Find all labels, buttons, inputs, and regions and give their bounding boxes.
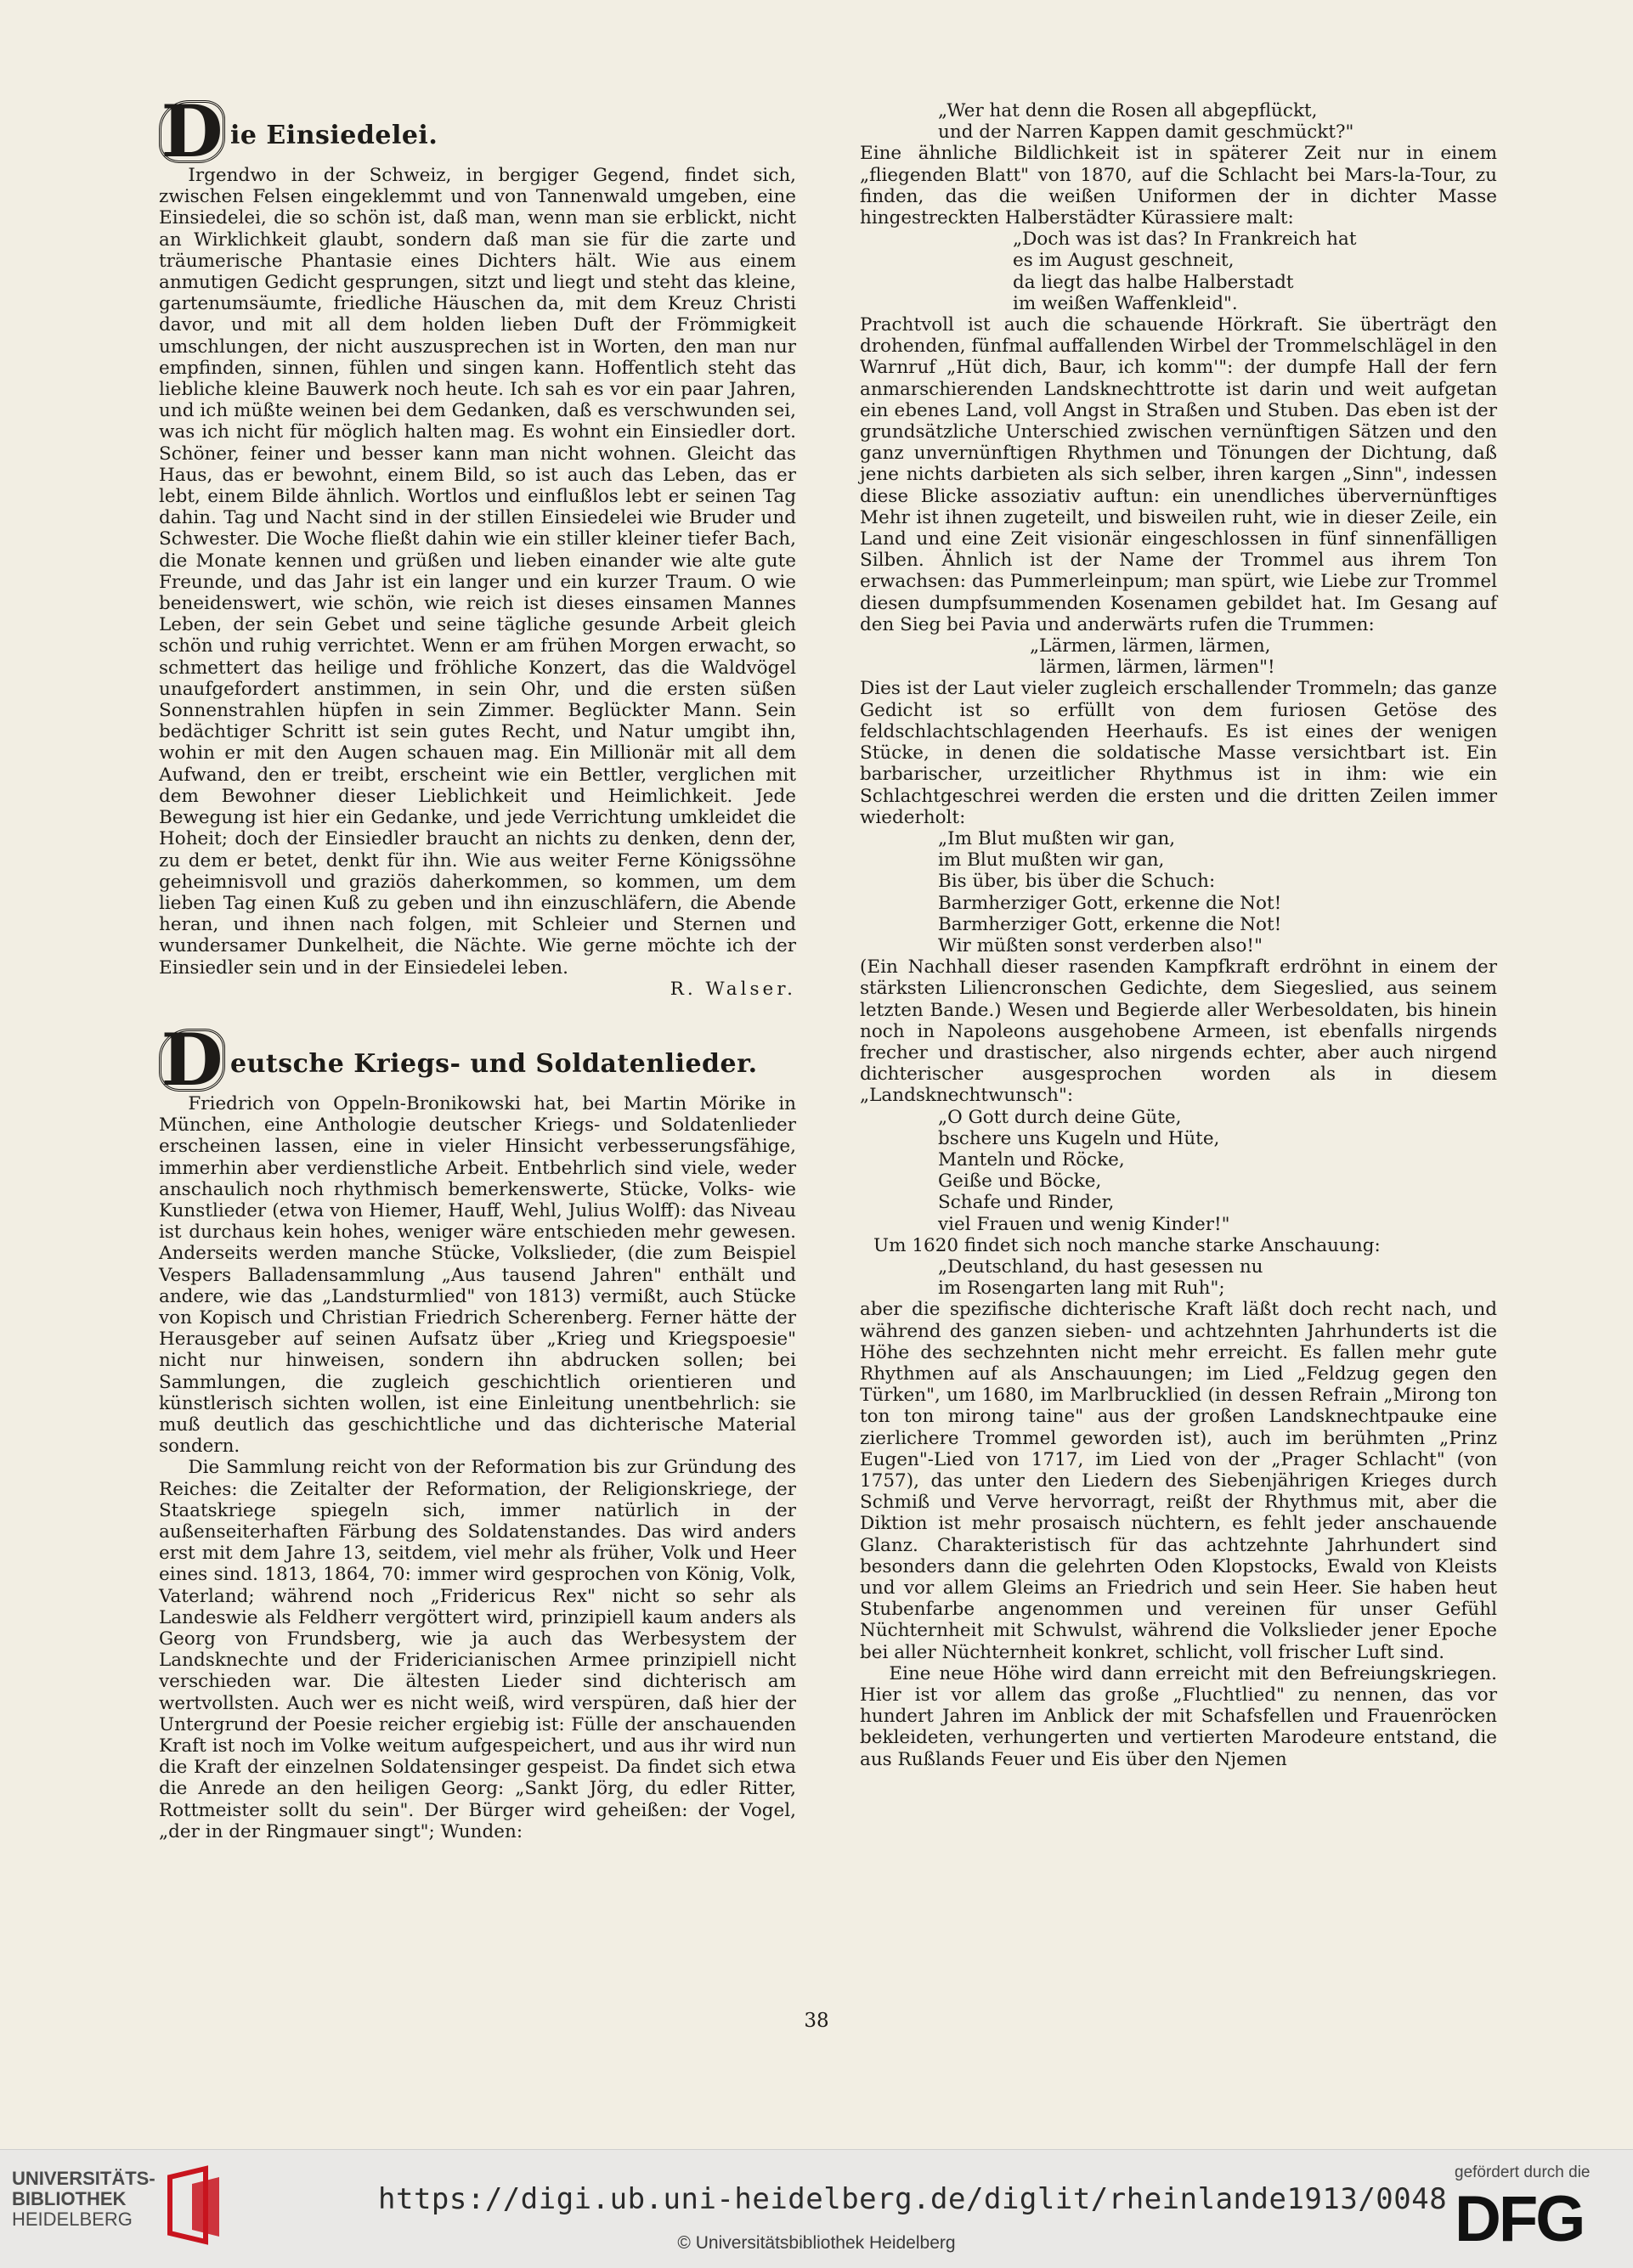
article-paragraph: Friedrich von Oppeln-Bronikowski hat, bei Martin Mörike in München, eine Anthologie deutscher Kriegs- und Soldatenlieder erscheinen lassen, eine in vieler Hinsicht verbesserungsfähige, immerhin aber verdienstliche Arbeit. Entbehrlich sind viele, weder anschaulich noch rhythmisch bemerkenswerte, Stücke, Volks- wie Kunstlieder (etwa von Hiemer, Hauff, Wehl, Julius Wolff): das Niveau ist durchaus kein hohes, weniger wäre entschieden mehr gewesen. Anderseits werden manche Stücke, Volkslieder, (die zum Beispiel Vespers Balladensammlung „Aus tausend Jahren" enthält und andere, wie das „Landsturmlied" von 1813) vermißt, auch Stücke von Kopisch und Christian Friedrich Scherenberg. Ferner hätte der Herausgeber auf seinen Aufsatz über „Krieg und Kriegspoesie" nicht nur hinweisen, sondern ihn abdrucken sollen; bei Sammlungen, die zugleich geschichtlich orientieren und künstlerisch sichten wollen, ist eine Einleitung unentbehrlich: sie muß deutlich das geschichtliche und das dichterische Material sondern.: [159, 1092, 796, 1458]
verse-line: bschere uns Kugeln und Hüte,: [938, 1127, 1220, 1149]
permalink-url[interactable]: https://digi.ub.uni-heidelberg.de/diglit/rheinlande1913/0048: [378, 2182, 1448, 2216]
library-name-line: UNIVERSITÄTS-: [12, 2168, 155, 2189]
verse-line: da liegt das halbe Halberstadt: [1013, 271, 1294, 293]
article-paragraph: aber die spezifische dichterische Kraft läßt doch recht nach, und während des ganzen sieben- und achtzehnten Jahrhunderts ist die Höhe des sechzehnten nicht mehr erreicht. Es fallen mehr gute Rhythmen auf als Anschauungen; im Lied „Feldzug gegen den Türken", um 1680, im Marlbrucklied (in dessen Refrain „Mirong ton ton ton mirong taine" aus der großen Landsknechtpauke eine zierlichere Trommel geworden ist), auch im berühmten „Prinz Eugen"-Lied von 1717, im Lied von der „Prager Schlacht" (von 1757), das unter den Liedern des Siebenjährigen Krieges durch Schmiß und Verve hervorragt, reißt der Rhythmus mit, aber die Diktion ist mehr prosaisch nüchtern, es fehlt jeder anschauende Glanz. Charakteristisch für das achtzehnte Jahrhundert sind besonders dann die gelehrten Oden Klopstocks, Ewald von Kleists und vor allem Gleims an Friedrich und sein Heer. Sie haben heut Stubenfarbe angenommen und vereinen für unser Gefühl Nüchternheit mit Schwulst, während die Volkslieder jener Epoche bei aller Nüchternheit konkret, schlicht, voll frischer Luft sind.: [860, 1299, 1497, 1663]
verse-line: Barmherziger Gott, erkenne die Not!: [938, 913, 1282, 935]
verse-line: Wir müßten sonst verderben also!": [938, 934, 1263, 956]
article-paragraph: Eine neue Höhe wird dann erreicht mit den Befreiungskriegen. Hier ist vor allem das große „Fluchtlied" zu nennen, das vor hundert Jahren im Anblick der mit Schafsfellen und Frauenröcken bekleideten, verhungerten und vertierten Marodeure entstand, die aus Rußlands Feuer und Eis über den Njemen: [860, 1662, 1497, 1770]
verse-quote: [860, 1107, 1497, 1235]
library-name-line: BIBLIOTHEK: [12, 2188, 127, 2209]
library-name-line: HEIDELBERG: [12, 2209, 133, 2230]
verse-line: „O Gott durch deine Güte,: [938, 1106, 1182, 1128]
left-column: [159, 89, 796, 1842]
right-column: [860, 100, 1497, 1770]
verse-line: „Lärmen, lärmen, lärmen,: [1030, 635, 1271, 657]
article-paragraph: Um 1620 findet sich noch manche starke Anschauung:: [873, 1234, 1381, 1256]
article-paragraph: Die Sammlung reicht von der Reformation bis zur Gründung des Reiches: die Zeitalter der Reformation, der Religionskriege, der Staatskriege spiegeln sich, immer natürlich in der außenseiterhaften Färbung des Soldatenstandes. Das wird anders erst mit dem Jahre 13, seitdem, viel mehr als früher, Volk und Heer eines sind. 1813, 1864, 70: immer wird gesprochen von König, Volk, Vaterland; während noch „Fridericus Rex" nicht so sehr als Landeswie als Feldherr vergöttert wird, prinzipiell kaum anders als Georg von Frundsberg, wie ja auch das Werbesystem der Landsknechte und der Fridericianischen Armee prinzipiell nicht verschieden war. Die ältesten Lieder sind dichterisch am wertvollsten. Auch wer es nicht weiß, wird verspüren, daß hier der Untergrund der Poesie reicher ergiebig ist: Fülle der anschauenden Kraft ist noch im Volke weitum aufgespeichert, und aus ihr wird nun die Kraft der einzelnen Soldatensinger gespeist. Da findet sich etwa die Anrede an den heiligen Georg: „Sankt Jörg, du edler Ritter, Rottmeister sollt du sein". Der Bürger wird geheißen: der Vogel, „der in der Ringmauer singt"; Wunden:: [159, 1457, 796, 1842]
verse-line: „Doch was ist das? In Frankreich hat: [1013, 228, 1357, 251]
verse-line: im Rosengarten lang mit Ruh";: [938, 1278, 1225, 1300]
copyright-notice: © Universitätsbibliothek Heidelberg: [677, 2233, 956, 2253]
article-heading-einsiedelei: [159, 89, 796, 173]
article-heading-soldatenlieder: [159, 1017, 796, 1102]
verse-quote: [860, 828, 1497, 956]
verse-line: und der Narren Kappen damit geschmückt?": [938, 121, 1354, 144]
verse-quote: [860, 228, 1497, 314]
verse-quote: [860, 100, 1497, 143]
verse-line: Schafe und Rinder,: [938, 1192, 1115, 1214]
verse-line: viel Frauen und wenig Kinder!": [938, 1213, 1230, 1235]
article-paragraph: (Ein Nachhall dieser rasenden Kampfkraft erdröhnt in einem der stärksten Liliencronschen Gedichte, dem Siegeslied, aus seinem letzten Bande.) Wesen und Begierde aller Werbesoldaten, bis hinein noch in Napoleons ausgehobene Armeen, ist ebenfalls nirgends frecher und drastischer, also nirgends echter, aber auch nirgend dichterischer ausgesprochen worden als in diesem „Landsknechtwunsch":: [860, 956, 1497, 1107]
verse-line: Manteln und Röcke,: [938, 1148, 1125, 1171]
article-title: eutsche Kriegs- und Soldatenlieder.: [230, 1048, 758, 1079]
article-paragraph: Irgendwo in der Schweiz, in bergiger Gegend, findet sich, zwischen Felsen eingeklemmt und von Tannenwald umgeben, eine Einsiedelei, die so schön ist, daß man, wenn man sie erblickt, nicht an Wirklichkeit glaubt, sondern daß man sie für die zarte und träumerische Phantasie eines Dichters hält. Wie aus einem anmutigen Gedicht gesprungen, sitzt und liegt und steht das kleine, gartenumsäumte, friedliche Häuschen da, mit dem Kreuz Christi davor, und mit all dem holden lieben Duft der Frömmigkeit umschlungen, der nicht auszusprechen ist in Worten, den man nur empfinden, sinnen, fühlen und singen kann. Hoffentlich steht das liebliche kleine Bauwerk noch heute. Ich sah es vor ein paar Jahren, und ich müßte weinen bei dem Gedanken, daß es verschwunden sei, was ich nicht für möglich halten mag. Es wohnt ein Einsiedler dort. Schöner, feiner und besser kann man nicht wohnen. Gleicht das Haus, das er bewohnt, einem Bild, so ist auch das Leben, das er lebt, einem Bilde ähnlich. Wortlos und einflußlos lebt er seinen Tag dahin. Tag und Nacht sind in der stillen Einsiedelei wie Bruder und Schwester. Die Woche fließt dahin wie ein stiller kleiner tiefer Bach, die Monate kennen und grüßen und lieben einander wie alte gute Freunde, und das Jahr ist ein langer und ein kurzer Traum. O wie beneidenswert, wie schön, wie reich ist dieses einsamen Mannes Leben, der sein Gebet und seine tägliche gesunde Arbeit gleich schön und ruhig verrichtet. Wenn er am frühen Morgen erwacht, so schmettert das heilige und fröhliche Konzert, das die Waldvögel unaufgefordert anstimmen, in sein Ohr, und die ersten süßen Sonnenstrahlen hüpfen in sein Zimmer. Beglückter Mann. Sein bedächtiger Schritt ist sein gutes Recht, und Natur umgibt ihn, wohin er mit den Augen schauen mag. Ein Millionär mit all dem Aufwand, den er treibt, erscheint wie ein Bettler, verglichen mit dem Bewohner dieser Lieblichkeit und Heimlichkeit. Jede Bewegung ist hier ein Gedanke, und jede Verrichtung umkleidet die Hoheit; doch der Einsiedler braucht an nichts zu denken, denn der, zu dem er betet, denkt für ihn. Wie aus weiter Ferne Königssöhne geheimnisvoll und graziös daherkommen, so kommen, um dem lieben Tag einen Kuß zu geben und ihn einzuschläfern, die Abende heran, und ihnen nach folgen, mit Schleier und Sternen und wundersamer Dunkelheit, die Nächte. Wie gerne möchte ich der Einsiedler sein und in der Einsiedelei leben.: [159, 165, 796, 979]
article-paragraph: Eine ähnliche Bildlichkeit ist in späterer Zeit nur in einem „fliegenden Blatt" von 1870, auf die Schlacht bei Mars-la-Tour, zu finden, das die weißen Uniformen der in dichter Masse hingestreckten Halberstädter Kürassiere malt:: [860, 143, 1497, 229]
verse-line: im weißen Waffenkleid".: [1013, 292, 1238, 314]
verse-line: „Im Blut mußten wir gan,: [938, 827, 1176, 849]
viewer-footer: [0, 2149, 1633, 2268]
article-paragraph: Prachtvoll ist auch die schauende Hörkraft. Sie überträgt den drohenden, fünfmal auffallenden Wirbel der Trommelschlägel in den Warnruf „Hüt dich, Baur, ich komm'": der dumpfe Hall der fern anmarschierenden Landsknechttrotte ist darin und weit aufgetan ein ebenes Land, voll Angst in Straßen und Stuben. Das eben ist der grundsätzliche Unterschied zwischen vernünftigen Sätzen und den ganz unvernünftigen Rhythmen und Tönungen der Dichtung, daß jene nichts darbieten als sich selber, ihren kargen „Sinn", indessen diese Blicke assoziativ auftun: ein unendliches übervernünftiges Mehr ist ihnen zugeteilt, und bisweilen ruht, wie in dieser Zeile, ein Land und eine Zeit visionär eingeschlossen in fünf sinnenfälligen Silben. Ähnlich ist der Name der Trommel aus ihrem Ton erwachsen: das Pummerleinpum; man spürt, wie Liebe zur Trommel diesen dumpfsummenden Kosenamen gebildet hat. Im Gesang auf den Sieg bei Pavia und anderwärts rufen die Trummen:: [860, 314, 1497, 635]
article-title: ie Einsiedelei.: [230, 121, 438, 150]
page-number: 38: [804, 2010, 829, 2032]
verse-line: Barmherziger Gott, erkenne die Not!: [938, 892, 1282, 914]
article-paragraph: Dies ist der Laut vieler zugleich erschallender Trommeln; das ganze Gedicht ist so erfüllt von dem furiosen Getöse des feldschlachtschlagenden Heerhaufs. Es ist eines der wenigen Stücke, in denen die soldatische Masse versichtbart ist. Ein barbarischer, urzeitlicher Rhythmus ist in ihm: wie ein Schlachtgeschrei werden die ersten und die dritten Zeilen immer wiederholt:: [860, 678, 1497, 828]
verse-line: lärmen, lärmen, lärmen"!: [1040, 657, 1275, 679]
verse-line: es im August geschneit,: [1013, 250, 1235, 272]
author-signature: R. Walser.: [670, 978, 796, 1000]
verse-quote: [860, 1256, 1497, 1299]
verse-line: Geiße und Böcke,: [938, 1171, 1102, 1193]
verse-line: Bis über, bis über die Schuch:: [938, 871, 1216, 893]
verse-line: „Deutschland, du hast gesessen nu: [938, 1255, 1263, 1278]
verse-line: „Wer hat denn die Rosen all abgepflückt,: [938, 100, 1318, 121]
drop-cap: D: [159, 1029, 225, 1092]
verse-line: im Blut mußten wir gan,: [938, 849, 1165, 872]
funding-note: gefördert durch die: [1455, 2164, 1591, 2181]
verse-quote: [860, 635, 1497, 678]
drop-cap: D: [159, 100, 225, 163]
dfg-logo-icon: DFG: [1455, 2183, 1584, 2255]
library-wordmark: [12, 2169, 155, 2230]
